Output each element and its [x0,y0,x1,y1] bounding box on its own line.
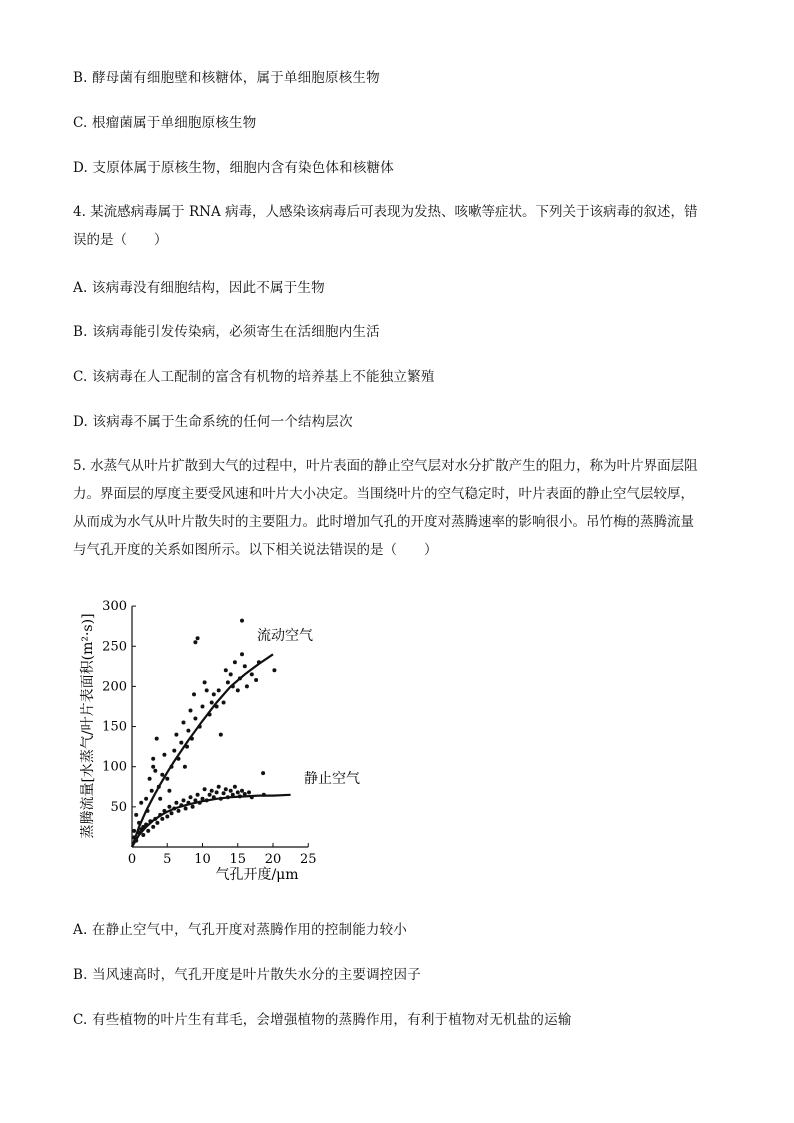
data-point [224,787,228,791]
data-point [245,684,249,688]
data-point [203,787,207,791]
data-point [222,701,226,705]
option-q4-c: C. 该病毒在人工配制的富含有机物的培养基上不能独立繁殖 [73,369,435,385]
data-point [184,807,188,811]
x-tick-label: 10 [194,852,211,867]
data-point [208,793,212,797]
data-point [217,688,221,692]
data-point [146,829,150,833]
data-point [233,785,237,789]
data-point [177,809,181,813]
data-point [165,815,169,819]
x-tick-label: 25 [299,852,317,867]
fitted-curve-flowing-air [132,654,273,847]
data-point [219,733,223,737]
y-axis-label: 蒸腾流量[水蒸气/叶片表面积(m²·s)] [80,613,96,839]
chart-points [132,619,276,843]
data-point [158,797,162,801]
data-point [224,668,228,672]
data-point [155,737,159,741]
data-point [196,793,200,797]
y-tick-label: 150 [102,719,127,735]
data-point [151,757,155,761]
x-tick-label: 5 [163,852,172,867]
data-point [196,636,200,640]
data-point [191,805,195,809]
data-point [254,678,258,682]
y-tick-label: 300 [102,599,127,615]
data-point [240,619,244,623]
data-point [201,705,205,709]
data-point [167,805,171,809]
option-q4-a: A. 该病毒没有细胞结构，因此不属于生物 [73,280,325,296]
y-tick-label: 50 [110,799,127,815]
option-q3-b: B. 酵母菌有细胞壁和核糖体，属于单细胞原核生物 [73,70,380,86]
transpiration-chart [72,596,382,886]
data-point [132,829,136,833]
question-5-stem [73,452,721,564]
question-4-line-2: 误的是（ ） [73,232,168,248]
data-point [192,692,196,696]
question-5-line-4: 与气孔开度的关系如图所示。以下相关说法错误的是（ ） [73,542,438,558]
data-point [217,785,221,789]
option-q4-b: B. 该病毒能引发传染病，必须寄生在活细胞内生活 [73,324,380,340]
data-point [148,777,152,781]
data-point [150,789,154,793]
series-label-still-air: 静止空气 [304,771,360,787]
data-point [247,790,251,794]
question-5-line-2: 力。界面层的厚度主要受风速和叶片大小决定。当围绕叶片的空气稳定时，叶片表面的静止空气层较厚， [73,486,694,502]
data-point [250,672,254,676]
data-point [193,717,197,721]
question-4-line-1: 4. 某流感病毒属于 RNA 病毒，人感染该病毒后可表现为发热、咳嗽等症状。下列关于该病毒的叙述，错 [73,204,698,220]
data-point [170,811,174,815]
option-q4-d: D. 该病毒不属于生命系统的任何一个结构层次 [73,414,353,430]
data-point [222,791,226,795]
data-point [261,771,265,775]
data-point [243,664,247,668]
data-point [236,790,240,794]
x-tick-label: 20 [264,852,282,867]
series-label-flowing-air: 流动空气 [257,628,313,644]
y-tick-label: 250 [102,639,127,655]
option-q3-d: D. 支原体属于原核生物，细胞内含有染色体和核糖体 [73,160,394,176]
y-tick-label: 100 [102,759,127,775]
data-point [210,701,214,705]
data-point [165,777,169,781]
chart-curves [132,654,291,847]
data-point [160,773,164,777]
data-point [162,753,166,757]
x-tick-label: 15 [229,852,247,867]
data-point [205,688,209,692]
question-5-line-1: 5. 水蒸气从叶片扩散到大气的过程中，叶片表面的静止空气层对水分扩散产生的阻力，称为叶片界面层阻 [73,458,698,474]
fitted-curve-still-air [132,795,291,847]
data-point [179,741,183,745]
data-point [236,688,240,692]
question-5-line-3: 从而成为水气从叶片散失时的主要阻力。此时增加气孔的开度对蒸腾速率的影响很小。吊竹梅的蒸腾流量 [73,514,694,530]
data-point [172,749,176,753]
data-point [153,769,157,773]
data-point [151,825,155,829]
y-tick-label: 200 [102,679,127,695]
question-4-stem [73,198,721,254]
data-point [212,692,216,696]
data-point [193,640,197,644]
data-point [139,801,143,805]
data-point [182,798,186,802]
data-point [174,733,178,737]
data-point [186,729,190,733]
x-tick-label: 0 [127,852,137,867]
option-q5-b: B. 当风速高时，气孔开度是叶片散失水分的主要调控因子 [73,967,421,983]
data-point [174,801,178,805]
data-point [141,833,145,837]
data-point [151,765,155,769]
data-point [226,680,230,684]
data-point [189,795,193,799]
data-point [210,789,214,793]
data-point [189,709,193,713]
option-q5-a: A. 在静止空气中，气孔开度对蒸腾作用的控制能力较小 [73,922,408,938]
data-point [160,817,164,821]
data-point [183,765,187,769]
data-point [229,789,233,793]
data-point [229,672,233,676]
data-point [233,660,237,664]
data-point [182,721,186,725]
option-q5-c: C. 有些植物的叶片生有茸毛，会增强植物的蒸腾作用，有利于植物对无机盐的运输 [73,1012,572,1028]
data-point [240,652,244,656]
data-point [272,668,276,672]
data-point [203,680,207,684]
data-point [167,789,171,793]
x-axis-label: 气孔开度/μm [215,867,299,883]
data-point [144,797,148,801]
data-point [155,821,159,825]
data-point [240,789,244,793]
data-point [134,813,138,817]
data-point [215,790,219,794]
option-q3-c: C. 根瘤菌属于单细胞原核生物 [73,115,257,131]
